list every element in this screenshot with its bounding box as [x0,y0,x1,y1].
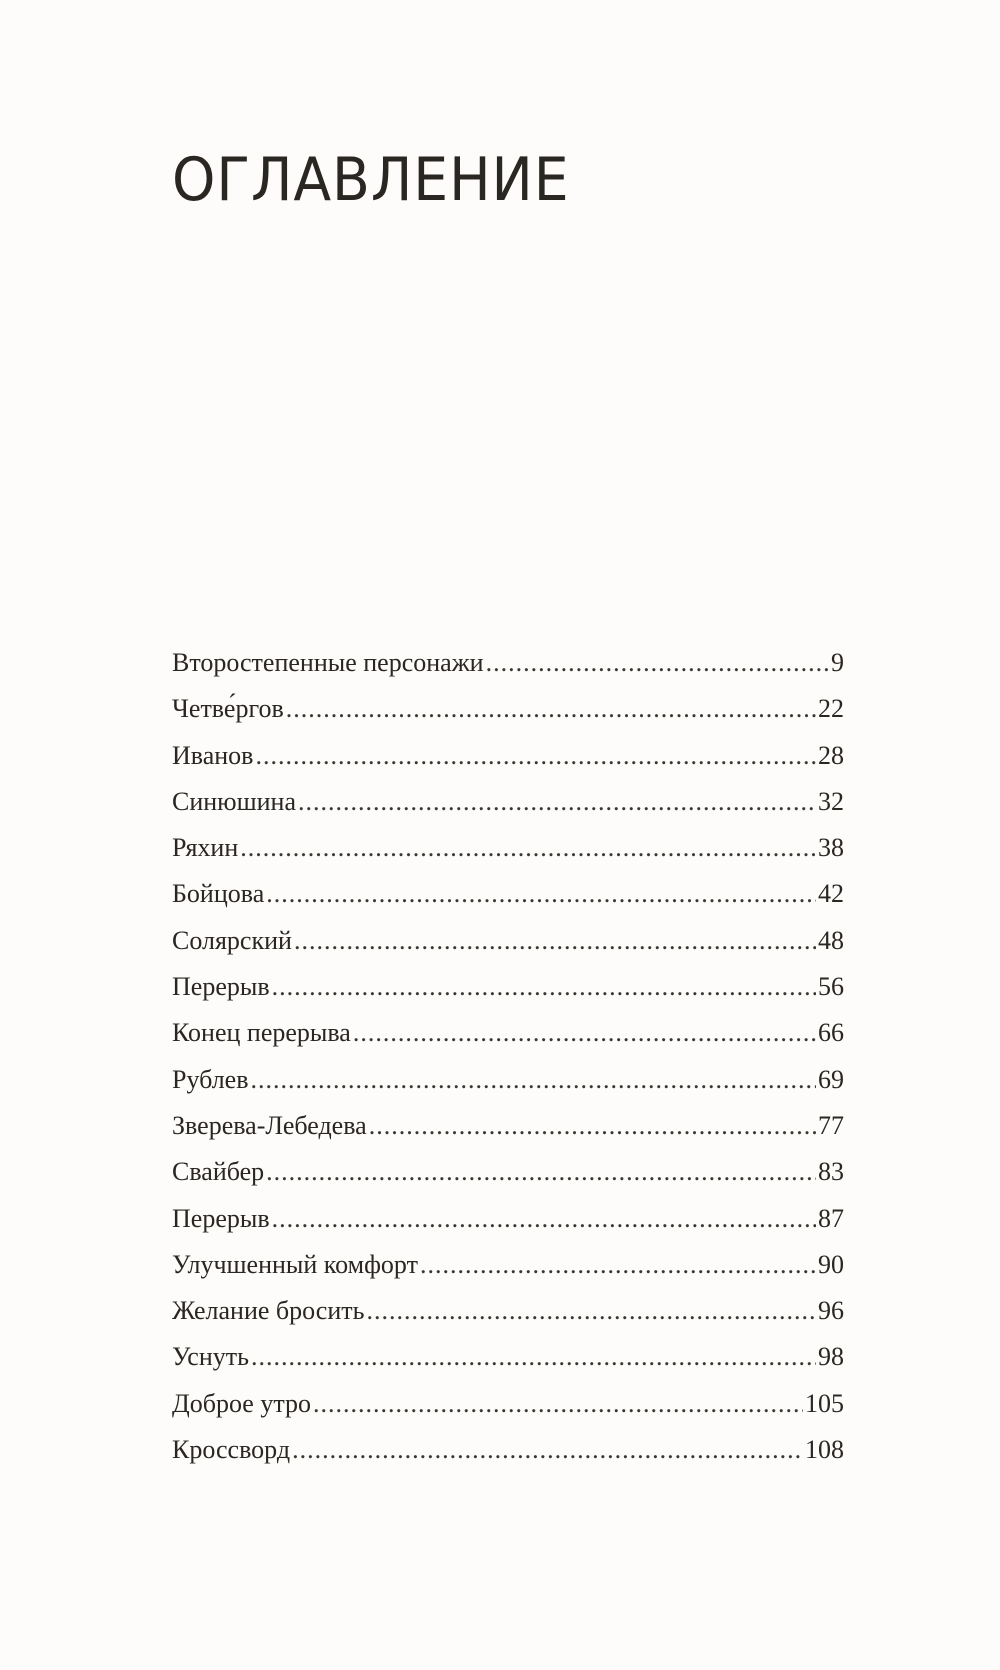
toc-entry-title: Иванов [172,740,254,770]
dot-leader [272,964,816,1010]
toc-entry[interactable] [172,871,844,917]
toc-entry[interactable] [172,733,844,779]
toc-page-number: 22 [818,694,844,724]
toc-page-number: 96 [818,1296,844,1326]
dot-leader [313,1381,803,1427]
toc-entry-title: Рублев [172,1064,249,1094]
page-title: ОГЛАВЛЕНИЕ [172,145,570,215]
toc-page-number: 83 [818,1157,844,1187]
toc-entry-title: Конец перерыва [172,1018,351,1048]
toc-entry-title: Улучшенный комфорт [172,1249,418,1279]
dot-leader [240,825,816,871]
dot-leader [298,779,816,825]
toc-entry[interactable] [172,779,844,825]
dot-leader [366,1288,816,1334]
dot-leader [369,1103,816,1149]
toc-page-number: 105 [805,1388,844,1418]
toc-page-number: 66 [818,1018,844,1048]
dot-leader [420,1242,816,1288]
toc-entry[interactable] [172,1103,844,1149]
toc-entry-title: Четве́ргов [172,694,284,724]
toc-entry-title: Второстепенные персонажи [172,648,484,677]
toc-entry-title: Бойцова [172,879,265,909]
toc-entry[interactable] [172,1334,844,1380]
dot-leader [294,918,816,964]
toc-page-number: 56 [818,972,844,1002]
toc-page-number: 32 [818,786,844,816]
toc-entry[interactable] [172,1427,844,1473]
toc-entry-title: Синюшина [172,786,296,816]
toc-entry[interactable] [172,825,844,871]
toc-page-number: 90 [818,1249,844,1279]
toc-page-number: 69 [818,1064,844,1094]
toc-page-number: 98 [818,1342,844,1372]
toc-page-number: 38 [818,833,844,863]
toc-entry-title: Свайбер [172,1157,265,1187]
toc-entry[interactable] [172,640,844,686]
toc-entry-title: Ряхин [172,833,239,863]
toc-page-number: 9 [831,648,844,677]
toc-entry[interactable] [172,686,844,732]
toc-entry-title: Зверева-Лебедева [172,1110,367,1140]
toc-entry[interactable] [172,1288,844,1334]
toc-entry-title: Кроссворд [172,1435,291,1465]
toc-page-number: 48 [818,925,844,955]
toc-page-number: 108 [805,1435,844,1465]
toc-page-number: 42 [818,879,844,909]
dot-leader [292,1427,803,1473]
toc-entry[interactable] [172,964,844,1010]
toc-entry-title: Желание бросить [172,1296,365,1326]
toc-page-number: 28 [818,740,844,770]
dot-leader [486,640,829,686]
toc-entry-title: Солярский [172,925,292,955]
toc-entry[interactable] [172,1057,844,1103]
dot-leader [353,1010,816,1056]
toc-entry[interactable] [172,1381,844,1427]
toc-entry-title: Доброе утро [172,1388,312,1418]
toc-entry[interactable] [172,1149,844,1195]
toc-entry-title: Уснуть [172,1342,249,1372]
dot-leader [266,1149,816,1195]
toc-entry[interactable] [172,1010,844,1056]
toc-entry[interactable] [172,1242,844,1288]
dot-leader [286,686,816,732]
dot-leader [272,1196,816,1242]
dot-leader [251,1057,817,1103]
toc-entry[interactable] [172,918,844,964]
toc-page-number: 87 [818,1203,844,1233]
toc-entry-title: Перерыв [172,972,270,1002]
toc-entry[interactable] [172,1196,844,1242]
toc-page-number: 77 [818,1110,844,1140]
dot-leader [251,1334,816,1380]
toc-entry-title: Перерыв [172,1203,270,1233]
table-of-contents [172,640,844,1473]
dot-leader [255,733,816,779]
dot-leader [266,871,816,917]
